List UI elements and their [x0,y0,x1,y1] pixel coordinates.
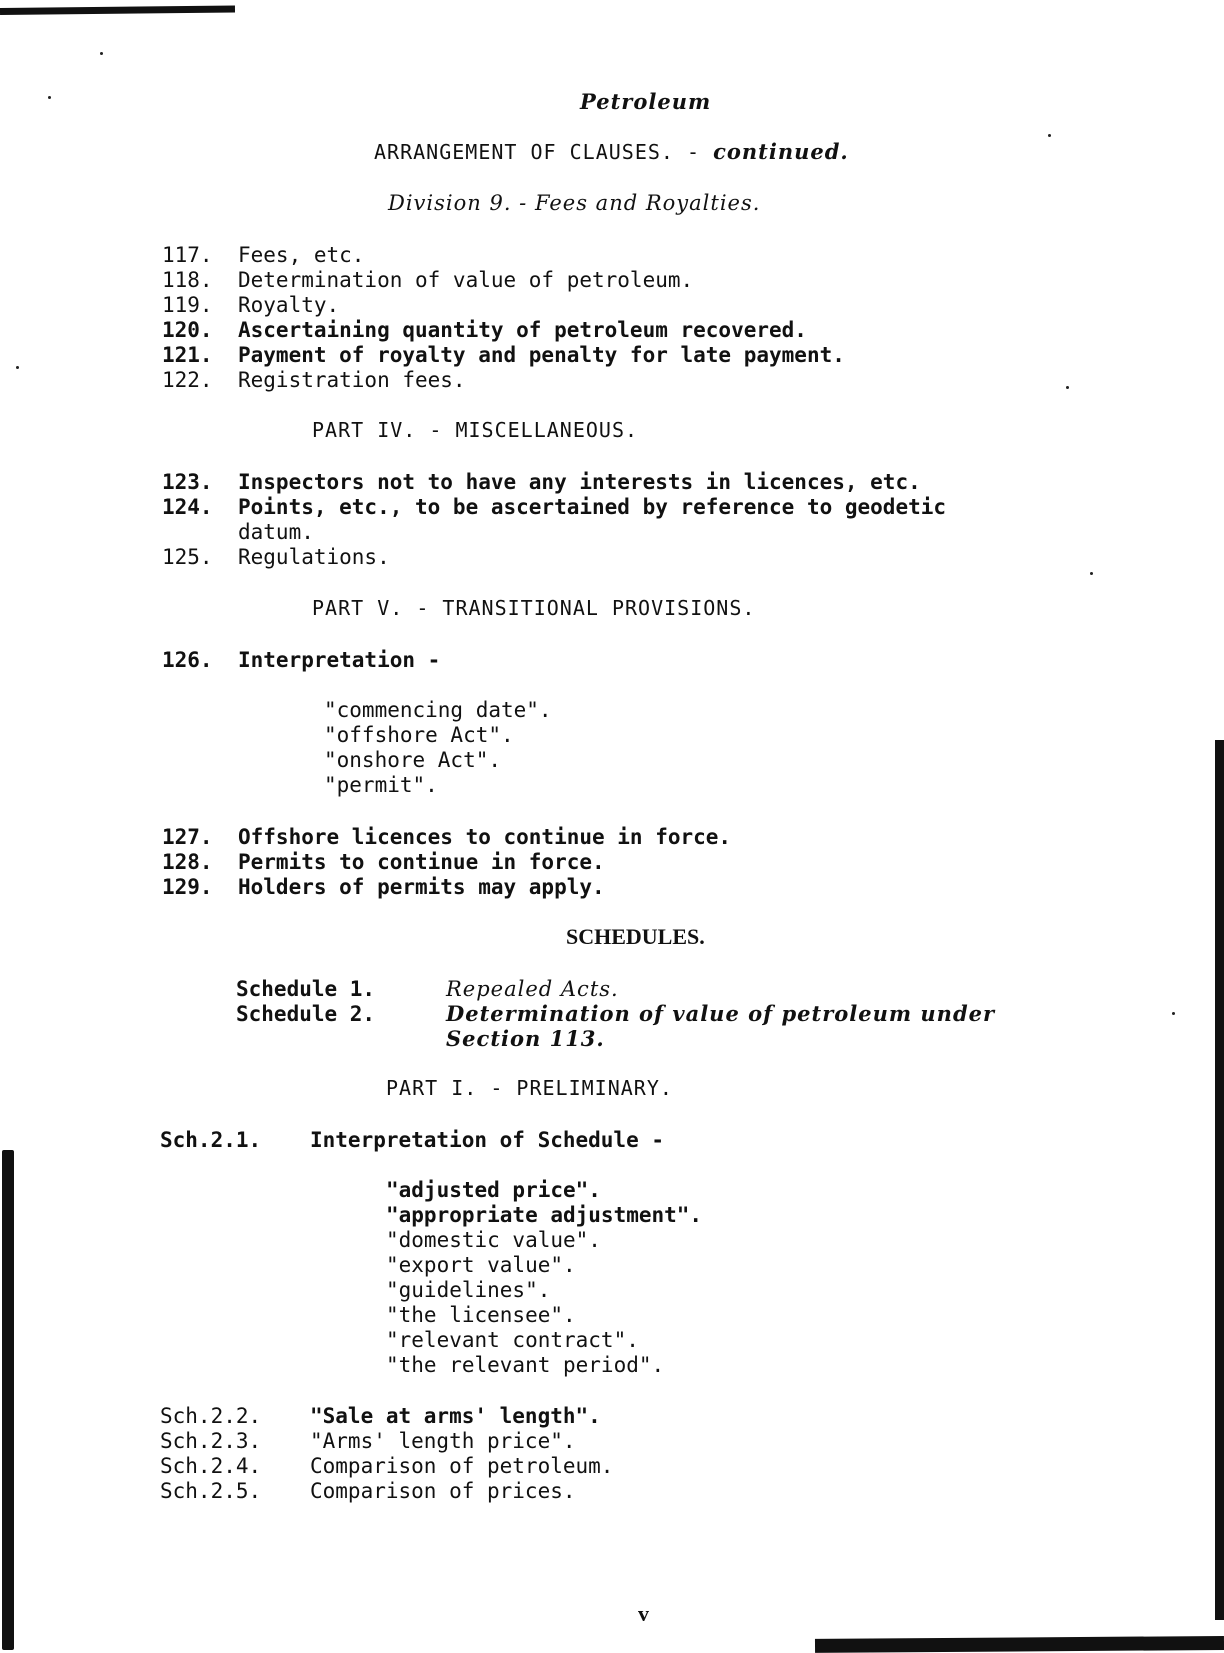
clause-number: Sch.2.4. [160,1454,262,1478]
page-number: v [638,1601,649,1626]
clause-number: 128. [162,850,213,874]
clause-title: Holders of permits may apply. [238,875,605,899]
clause-row [162,850,605,874]
clause-row-continuation [162,520,314,544]
defined-term: "permit". [324,773,438,797]
scan-speck [100,52,103,55]
clause-number: 123. [162,470,213,494]
schedule-title-continuation: Section 113. [446,1026,605,1051]
clause-title: "Arms' length price". [310,1429,576,1453]
part-heading: PART V. - TRANSITIONAL PROVISIONS. [312,596,756,620]
defined-term: "offshore Act". [324,723,514,747]
scan-edge-left [2,1150,14,1650]
defined-term: "onshore Act". [324,748,502,772]
clause-number: Sch.2.3. [160,1429,262,1453]
defined-term: "adjusted price". [386,1178,601,1202]
clause-number: 127. [162,825,213,849]
clause-title: Offshore licences to continue in force. [238,825,732,849]
clause-title: Comparison of petroleum. [310,1454,614,1478]
clause-number: 129. [162,875,213,899]
schedule-name: Schedule 1. [236,977,376,1001]
scan-edge-bottom [815,1636,1224,1653]
scan-speck [16,366,19,369]
clause-number: 118. [162,268,213,292]
clause-title: Interpretation of Schedule - [310,1128,665,1152]
clause-row [160,1429,576,1453]
clause-title: Determination of value of petroleum. [238,268,694,292]
defined-term: "export value". [386,1253,576,1277]
clause-number: 117. [162,243,213,267]
clause-number: 122. [162,368,213,392]
clause-number: Sch.2.2. [160,1404,262,1428]
clause-title: datum. [238,520,314,544]
clause-title: Inspectors not to have any interests in licences, etc. [238,470,921,494]
defined-term: "appropriate adjustment". [386,1203,703,1227]
clause-title: Regulations. [238,545,390,569]
page-title: Petroleum [580,89,712,114]
clause-title: "Sale at arms' length". [310,1404,601,1428]
scan-edge-right [1215,740,1224,1620]
schedule-name: Schedule 2. [236,1002,376,1026]
clause-row [160,1404,601,1428]
scan-edge-top [0,6,235,15]
clause-title: Royalty. [238,293,340,317]
clause-row [160,1454,613,1478]
scan-speck [48,96,51,99]
clause-number: 120. [162,318,213,342]
clause-row [162,545,390,569]
clause-number: 125. [162,545,213,569]
scan-speck [1066,386,1069,389]
clause-number: Sch.2.5. [160,1479,262,1503]
scan-speck [1090,572,1093,575]
clause-row [160,1479,576,1503]
clause-row [162,825,731,849]
defined-term: "commencing date". [324,698,552,722]
clause-title: Interpretation - [238,648,441,672]
clause-row [162,875,605,899]
clause-row [162,368,466,392]
clause-row [162,470,921,494]
clause-title: Payment of royalty and penalty for late payment. [238,343,845,367]
clause-number: Sch.2.1. [160,1128,262,1152]
defined-term: "guidelines". [386,1278,551,1302]
clause-row [162,648,440,672]
clause-number: 126. [162,648,213,672]
clause-number: 121. [162,343,213,367]
clause-row [160,1128,664,1152]
part-heading: PART IV. - MISCELLANEOUS. [312,418,639,442]
clause-title: Comparison of prices. [310,1479,576,1503]
clause-title: Points, etc., to be ascertained by reference to geodetic [238,495,947,519]
schedule-row [236,1002,995,1026]
clause-title: Fees, etc. [238,243,365,267]
clause-title: Registration fees. [238,368,466,392]
defined-term: "relevant contract". [386,1328,639,1352]
division-heading: Division 9. - Fees and Royalties. [388,191,761,215]
schedule-row [236,977,619,1001]
part-heading: PART I. - PRELIMINARY. [386,1076,673,1100]
schedule-title: Repealed Acts. [446,977,619,1001]
clause-row [162,318,807,342]
scan-speck [1172,1012,1175,1015]
clause-number: 119. [162,293,213,317]
clause-row [162,293,339,317]
clause-title: Ascertaining quantity of petroleum recovered. [238,318,807,342]
defined-term: "the licensee". [386,1303,576,1327]
defined-term: "the relevant period". [386,1353,665,1377]
clause-title: Permits to continue in force. [238,850,605,874]
scan-speck [1048,134,1051,137]
section-subtitle [374,140,849,164]
defined-term: "domestic value". [386,1228,601,1252]
clause-row [162,343,845,367]
subtitle-text: ARRANGEMENT OF CLAUSES. - [374,140,714,164]
clause-row [162,243,364,267]
schedule-title: Determination of value of petroleum under [446,1001,996,1026]
clause-row [162,268,693,292]
clause-number: 124. [162,495,213,519]
clause-row [162,495,946,519]
subtitle-continued: continued. [713,139,849,164]
schedules-heading: SCHEDULES. [566,924,705,949]
